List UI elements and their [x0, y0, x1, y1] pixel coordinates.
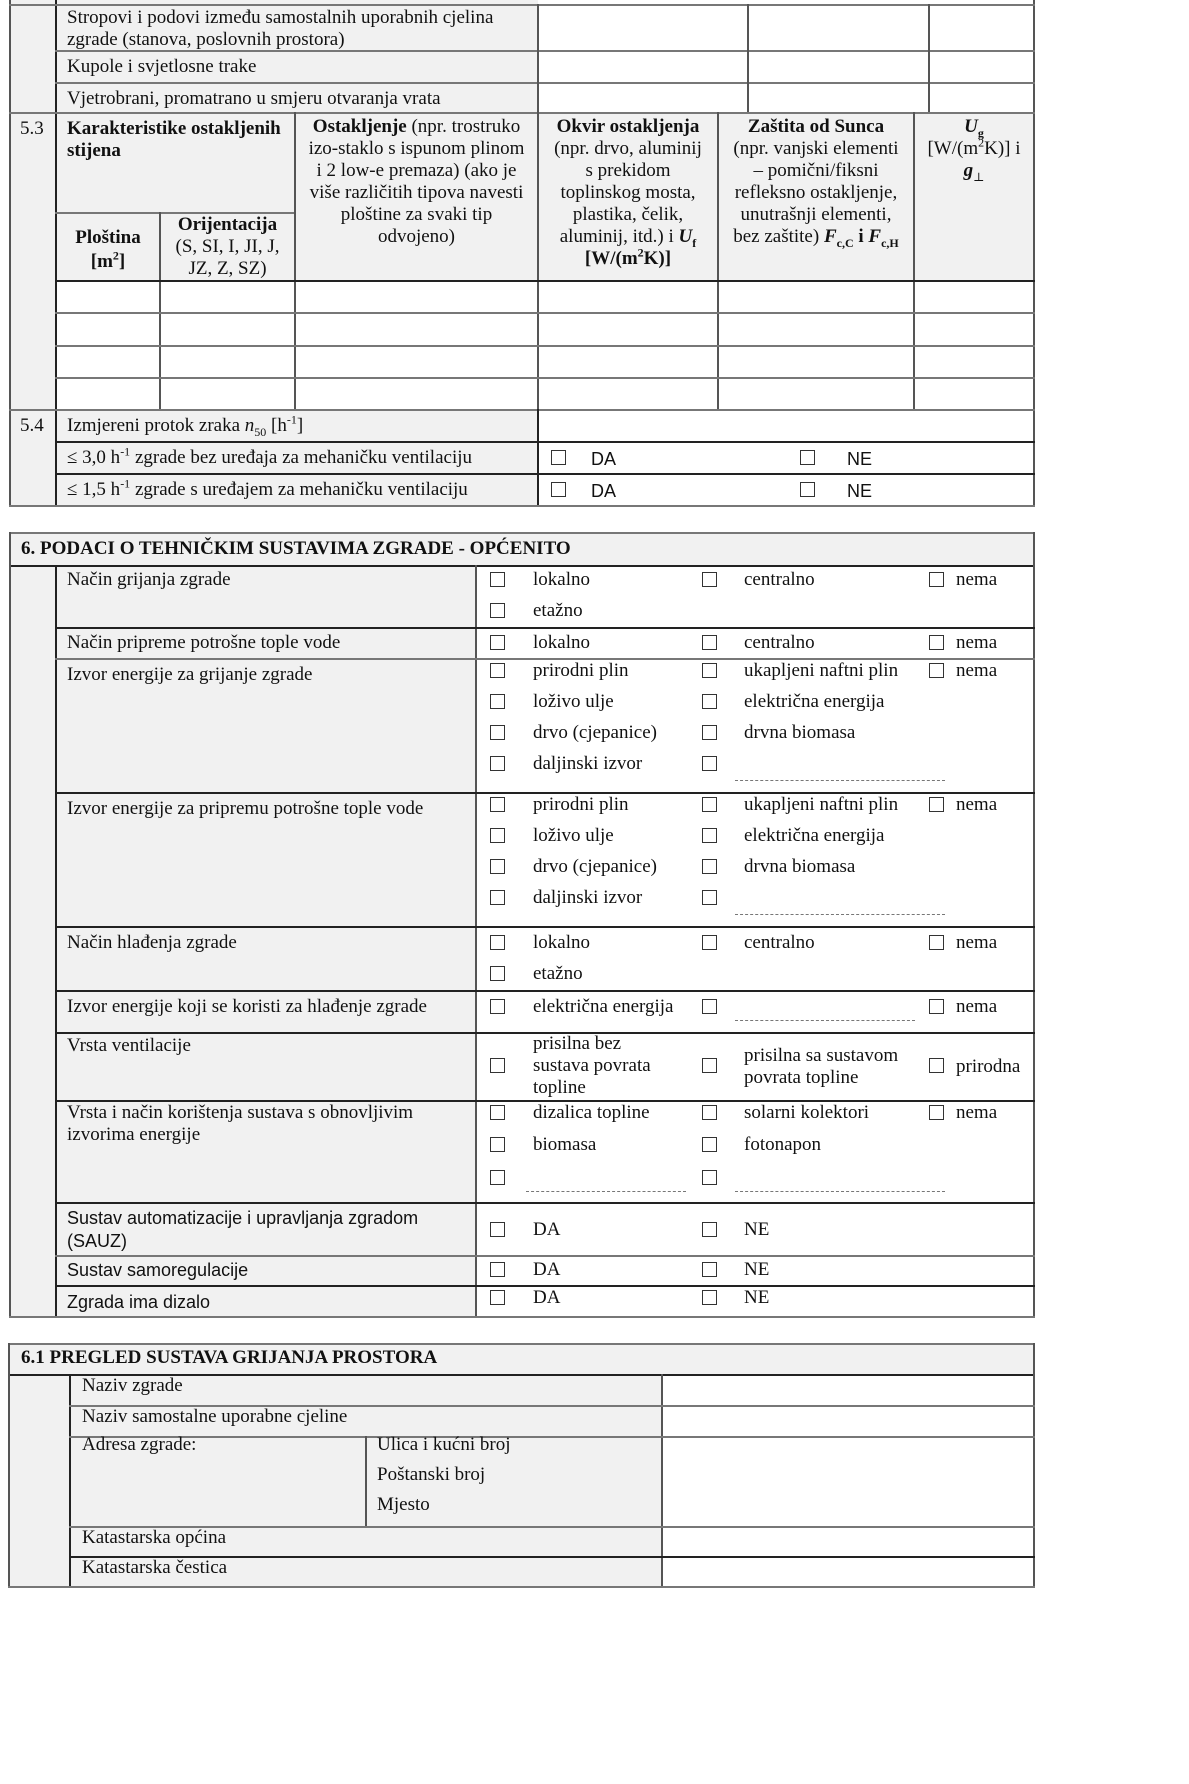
izvor-grijanje-unp-label: ukapljeni naftni plin	[744, 660, 899, 681]
dizalo-da-label: DA	[533, 1287, 561, 1308]
izvor-ptv-elektricna-label: električna energija	[744, 825, 885, 846]
ventilacija-bez-povrata-l1: prisilna bez	[533, 1033, 622, 1054]
row-nacin-hladenja-label: Način hlađenja zgrade	[67, 932, 237, 953]
adresa-input[interactable]	[663, 1438, 1032, 1525]
col-ug-sub: g	[977, 125, 984, 140]
col-orijentacija	[161, 214, 294, 280]
s54-row-2-prefix: ≤ 1,5 h	[67, 479, 121, 500]
izvor-ptv-prirodni-plin-checkbox[interactable]	[490, 797, 505, 812]
nacin-ptv-nema-label: nema	[956, 632, 998, 653]
nacin-grijanja-etazno-label: etažno	[533, 600, 583, 621]
stropovi-value-2[interactable]	[749, 6, 927, 50]
izvor-grijanje-biomasa-checkbox[interactable]	[702, 725, 717, 740]
section-6-title: 6. PODACI O TEHNIČKIM SUSTAVIMA ZGRADE - OPĆENITO	[21, 538, 571, 559]
stropovi-value-1[interactable]	[539, 6, 746, 50]
izvor-ptv-lozivo-ulje-label: loživo ulje	[533, 825, 614, 846]
s54-row-1-da-label: DA	[591, 449, 617, 469]
row-sauz-label-line1: Sustav automatizacije i upravljanja zgradom	[67, 1208, 419, 1228]
row-stropovi-line1: Stropovi i podovi između samostalnih uporabnih cjelina	[67, 7, 494, 28]
row-dizalo-label: Zgrada ima dizalo	[67, 1292, 211, 1312]
izvor-ptv-unp-label: ukapljeni naftni plin	[744, 794, 899, 815]
ventilacija-sa-povratom-l2: povrata topline	[744, 1067, 859, 1088]
s54-row-1-da-checkbox[interactable]	[551, 450, 566, 465]
naziv-cjeline-input[interactable]	[663, 1407, 1032, 1434]
s54-row-2-sup: -1	[120, 476, 131, 491]
col-orijentacija-l3: JZ, Z, SZ)	[188, 258, 267, 279]
s54-row-1-sup: -1	[120, 444, 131, 459]
row-vjetrobrani: Vjetrobrani, promatrano u smjeru otvaranja vrata	[67, 88, 441, 109]
izvor-grijanje-nema-checkbox[interactable]	[929, 663, 944, 678]
izvor-hladenje-nema-checkbox[interactable]	[929, 999, 944, 1014]
izvor-ptv-ostalo-checkbox[interactable]	[702, 890, 717, 905]
row-nacin-ptv-label: Način pripreme potrošne tople vode	[67, 632, 341, 653]
oie-ostalo-2-input[interactable]	[735, 1191, 945, 1192]
col-okvir-l3: s prekidom	[585, 160, 671, 181]
naziv-zgrade-label: Naziv zgrade	[82, 1375, 183, 1396]
izvor-ptv-daljinski-checkbox[interactable]	[490, 890, 505, 905]
col-plostina	[57, 226, 159, 274]
nacin-grijanja-lokalno-label: lokalno	[533, 569, 590, 590]
s54-label	[67, 414, 303, 438]
ventilacija-sa-povratom-checkbox[interactable]	[702, 1058, 717, 1073]
col-orijentacija-title: Orijentacija	[177, 214, 278, 235]
s54-label-c: ]	[296, 415, 304, 436]
col-ug-u: U	[964, 116, 978, 137]
izvor-hladenje-ostalo-checkbox[interactable]	[702, 999, 717, 1014]
oie-ostalo-1-input[interactable]	[526, 1191, 686, 1192]
col-zastita-f1-sub: c,C	[836, 235, 854, 250]
s54-row-2-ne-label: NE	[847, 481, 873, 501]
s54-row-1-suffix: zgrade bez uređaja za mehaničku ventilaciju	[130, 447, 473, 468]
s54-label-sub: 50	[254, 424, 267, 439]
col-zastita-l3: – pomični/fiksni	[753, 160, 879, 181]
oie-fotonapon-label: fotonapon	[744, 1134, 822, 1155]
col-ug-unit-sup: 2	[978, 135, 985, 150]
oie-fotonapon-checkbox[interactable]	[702, 1137, 717, 1152]
samoregulacija-da-label: DA	[533, 1259, 561, 1280]
ventilacija-bez-povrata-label	[533, 1033, 651, 1099]
s54-row-2-ne-checkbox[interactable]	[800, 482, 815, 497]
nacin-grijanja-lokalno-checkbox[interactable]	[490, 572, 505, 587]
ventilacija-bez-povrata-l2: sustava povrata	[533, 1055, 651, 1076]
izvor-grijanje-ostalo-checkbox[interactable]	[702, 756, 717, 771]
oie-biomasa-label: biomasa	[533, 1134, 597, 1155]
ventilacija-prirodna-checkbox[interactable]	[929, 1058, 944, 1073]
col-ug-perp: ⊥	[973, 169, 985, 184]
col-zastita-f2-sub: c,H	[881, 235, 899, 250]
col-ostakljenje	[296, 116, 537, 248]
s54-row-1-ne-label: NE	[847, 449, 873, 469]
section-6-left-column	[10, 566, 55, 1316]
dizalo-ne-label: NE	[744, 1287, 770, 1308]
samoregulacija-ne-label: NE	[744, 1259, 770, 1280]
col-okvir-unit-a: [W/(m	[584, 248, 638, 269]
col-zastita-i: i	[853, 226, 869, 247]
nacin-hladenja-centralno-label: centralno	[744, 932, 815, 953]
row-izvor-ptv-label: Izvor energije za pripremu potrošne tople vode	[67, 798, 424, 819]
row-oie-label-line1: Vrsta i način korištenja sustava s obnovljivim	[67, 1102, 414, 1123]
row-stropovi-line2: zgrade (stanova, poslovnih prostora)	[67, 29, 345, 50]
nacin-hladenja-centralno-checkbox[interactable]	[702, 935, 717, 950]
s54-row-2-suffix: zgrade s uređajem za mehaničku ventilaciju	[130, 479, 468, 500]
col-okvir-unit-sup: 2	[637, 245, 644, 260]
dizalo-ne-checkbox[interactable]	[702, 1290, 717, 1305]
sauz-ne-label: NE	[744, 1219, 770, 1240]
s54-row-2-da-checkbox[interactable]	[551, 482, 566, 497]
col-ostakljenje-l5: ploštine za svaki tip	[340, 204, 493, 225]
izvor-hladenje-elektricna-checkbox[interactable]	[490, 999, 505, 1014]
izvor-grijanje-drvo-label: drvo (cjepanice)	[533, 722, 657, 743]
s54-label-sup: -1	[286, 412, 297, 427]
s54-number: 5.4	[20, 415, 44, 436]
izvor-ptv-nema-label: nema	[956, 794, 998, 815]
col-okvir-l4: toplinskog mosta,	[560, 182, 696, 203]
s53-title-line2: stijena	[67, 140, 121, 161]
col-ug-g: g	[963, 160, 974, 181]
nacin-ptv-centralno-label: centralno	[744, 632, 815, 653]
col-zastita-l2: (npr. vanjski elementi	[733, 138, 899, 159]
katastarska-cestica-label: Katastarska čestica	[82, 1557, 228, 1578]
nacin-hladenja-etazno-label: etažno	[533, 963, 583, 984]
col-okvir	[539, 116, 717, 270]
s54-row-1-label	[67, 446, 472, 470]
col-ug-unit-b: K)] i	[984, 138, 1021, 159]
oie-ostalo-2-checkbox[interactable]	[702, 1170, 717, 1185]
izvor-grijanje-daljinski-label: daljinski izvor	[533, 753, 643, 774]
nacin-hladenja-etazno-checkbox[interactable]	[490, 966, 505, 981]
adresa-zgrade-label: Adresa zgrade:	[82, 1434, 197, 1455]
nacin-hladenja-nema-checkbox[interactable]	[929, 935, 944, 950]
naziv-zgrade-input[interactable]	[663, 1376, 1032, 1403]
s54-value-input[interactable]	[539, 411, 1032, 440]
izvor-ptv-biomasa-label: drvna biomasa	[744, 856, 856, 877]
izvor-grijanje-elektricna-label: električna energija	[744, 691, 885, 712]
row-izvor-hladenje-label: Izvor energije koji se koristi za hlađenje zgrade	[67, 996, 427, 1017]
izvor-grijanje-nema-label: nema	[956, 660, 998, 681]
ventilacija-bez-povrata-checkbox[interactable]	[490, 1058, 505, 1073]
oie-solarni-label: solarni kolektori	[744, 1102, 870, 1123]
oie-dizalica-checkbox[interactable]	[490, 1105, 505, 1120]
row-nacin-grijanja-label: Način grijanja zgrade	[67, 569, 231, 590]
col-okvir-uf: U	[678, 226, 693, 247]
izvor-grijanje-prirodni-plin-label: prirodni plin	[533, 660, 629, 681]
nacin-hladenja-lokalno-checkbox[interactable]	[490, 935, 505, 950]
sauz-da-label: DA	[533, 1219, 561, 1240]
s54-label-n: n	[244, 415, 255, 436]
col-zastita-l4: refleksno ostakljenje,	[734, 182, 898, 203]
izvor-grijanje-lozivo-ulje-label: loživo ulje	[533, 691, 614, 712]
section-6-1-title: 6.1 PREGLED SUSTAVA GRIJANJA PROSTORA	[21, 1347, 438, 1368]
nacin-grijanja-nema-checkbox[interactable]	[929, 572, 944, 587]
col-zastita-l6: bez zaštite)	[733, 226, 824, 247]
col-orijentacija-l2: (S, SI, I, JI, J,	[175, 236, 280, 257]
oie-biomasa-checkbox[interactable]	[490, 1137, 505, 1152]
s54-label-a: Izmjereni protok zraka	[67, 415, 245, 436]
izvor-ptv-lozivo-ulje-checkbox[interactable]	[490, 828, 505, 843]
izvor-grijanje-biomasa-label: drvna biomasa	[744, 722, 856, 743]
row-izvor-grijanje-label: Izvor energije za grijanje zgrade	[67, 664, 313, 685]
izvor-grijanje-drvo-checkbox[interactable]	[490, 725, 505, 740]
ventilacija-sa-povratom-l1: prisilna sa sustavom	[744, 1045, 899, 1066]
nacin-ptv-lokalno-label: lokalno	[533, 632, 590, 653]
izvor-grijanje-lozivo-ulje-checkbox[interactable]	[490, 694, 505, 709]
katastarska-opcina-input[interactable]	[663, 1528, 1032, 1555]
s53-title-line1: Karakteristike ostakljenih	[67, 118, 281, 139]
nacin-ptv-nema-checkbox[interactable]	[929, 635, 944, 650]
col-okvir-l2: (npr. drvo, aluminij	[554, 138, 702, 159]
izvor-ptv-drvo-label: drvo (cjepanice)	[533, 856, 657, 877]
col-ostakljenje-l4: više različitih tipova navesti	[309, 182, 524, 203]
col-okvir-uf-sub: f	[692, 235, 697, 250]
izvor-ptv-nema-checkbox[interactable]	[929, 797, 944, 812]
row-samoregulacija-label: Sustav samoregulacije	[67, 1260, 249, 1280]
samoregulacija-ne-checkbox[interactable]	[702, 1262, 717, 1277]
col-ostakljenje-l3: i 2 low-e premaza) (ako je	[316, 160, 517, 181]
col-okvir-title: Okvir ostakljenja	[556, 116, 700, 137]
glazing-row-3-plostina[interactable]	[57, 347, 158, 377]
adresa-ulica-label: Ulica i kućni broj	[377, 1434, 511, 1455]
nacin-ptv-centralno-checkbox[interactable]	[702, 635, 717, 650]
glazing-row-4-plostina[interactable]	[57, 379, 158, 409]
col-zastita-title: Zaštita od Sunca	[747, 116, 885, 137]
nacin-grijanja-centralno-checkbox[interactable]	[702, 572, 717, 587]
izvor-grijanje-unp-checkbox[interactable]	[702, 663, 717, 678]
col-ug	[915, 116, 1033, 182]
ventilacija-bez-povrata-l3: topline	[533, 1077, 586, 1098]
col-plostina-sup: 2	[112, 248, 119, 263]
col-okvir-unit-b: K)]	[643, 248, 672, 269]
izvor-grijanje-prirodni-plin-checkbox[interactable]	[490, 663, 505, 678]
adresa-mjesto-label: Mjesto	[377, 1494, 430, 1515]
col-zastita	[719, 116, 913, 248]
izvor-ptv-prirodni-plin-label: prirodni plin	[533, 794, 629, 815]
katastarska-opcina-label: Katastarska općina	[82, 1527, 227, 1548]
samoregulacija-da-checkbox[interactable]	[490, 1262, 505, 1277]
glazing-row-2-plostina[interactable]	[57, 314, 158, 344]
row-oie-label-line2: izvorima energije	[67, 1124, 201, 1145]
stropovi-value-3[interactable]	[930, 6, 1032, 50]
col-zastita-f2: F	[868, 226, 882, 247]
izvor-ptv-elektricna-checkbox[interactable]	[702, 828, 717, 843]
glazing-row-1-plostina[interactable]	[57, 282, 158, 312]
col-ostakljenje-l2: izo-staklo s ispunom plinom	[308, 138, 525, 159]
izvor-grijanje-ostalo-input[interactable]	[735, 780, 945, 781]
col-zastita-l5: unutrašnji elementi,	[740, 204, 892, 225]
s54-row-2-label	[67, 478, 468, 502]
col-plostina-unit: [m	[90, 251, 113, 272]
col-okvir-l5: plastika, čelik,	[572, 204, 684, 225]
col-ug-unit-a: [W/(m	[927, 138, 979, 159]
adresa-postanski-broj-label: Poštanski broj	[377, 1464, 486, 1485]
section-6-1-left-column	[9, 1374, 69, 1586]
izvor-ptv-drvo-checkbox[interactable]	[490, 859, 505, 874]
izvor-ptv-biomasa-checkbox[interactable]	[702, 859, 717, 874]
ventilacija-sa-povratom-label	[744, 1045, 898, 1089]
izvor-grijanje-elektricna-checkbox[interactable]	[702, 694, 717, 709]
s54-row-1-prefix: ≤ 3,0 h	[67, 447, 121, 468]
nacin-grijanja-nema-label: nema	[956, 569, 998, 590]
oie-solarni-checkbox[interactable]	[702, 1105, 717, 1120]
izvor-hladenje-nema-label: nema	[956, 996, 998, 1017]
sauz-da-checkbox[interactable]	[490, 1222, 505, 1237]
col-okvir-l6: aluminij, itd.) i	[559, 226, 679, 247]
col-plostina-title: Ploština	[75, 227, 141, 248]
nacin-grijanja-centralno-label: centralno	[744, 569, 815, 590]
izvor-ptv-ostalo-input[interactable]	[735, 914, 945, 915]
col-ostakljenje-l6: odvojeno)	[377, 226, 456, 247]
s53-number: 5.3	[20, 118, 44, 139]
s54-label-b: [h	[266, 415, 287, 436]
nacin-hladenja-lokalno-label: lokalno	[533, 932, 590, 953]
oie-nema-label: nema	[956, 1102, 998, 1123]
row-vrsta-ventilacije-label: Vrsta ventilacije	[67, 1035, 191, 1056]
katastarska-cestica-input[interactable]	[663, 1558, 1032, 1585]
nacin-grijanja-etazno-checkbox[interactable]	[490, 603, 505, 618]
col-ostakljenje-title: Ostakljenje	[312, 116, 407, 137]
izvor-hladenje-ostalo-input[interactable]	[735, 1020, 915, 1021]
sauz-ne-checkbox[interactable]	[702, 1222, 717, 1237]
s54-row-1-ne-checkbox[interactable]	[800, 450, 815, 465]
dizalo-da-checkbox[interactable]	[490, 1290, 505, 1305]
col-ostakljenje-l1: (npr. trostruko	[406, 116, 521, 137]
nacin-hladenja-nema-label: nema	[956, 932, 998, 953]
col-plostina-end: ]	[118, 251, 126, 272]
col-zastita-f1: F	[823, 226, 837, 247]
izvor-ptv-unp-checkbox[interactable]	[702, 797, 717, 812]
izvor-hladenje-elektricna-label: električna energija	[533, 996, 674, 1017]
naziv-cjeline-label: Naziv samostalne uporabne cjeline	[82, 1406, 348, 1427]
oie-ostalo-1-checkbox[interactable]	[490, 1170, 505, 1185]
izvor-grijanje-daljinski-checkbox[interactable]	[490, 756, 505, 771]
nacin-ptv-lokalno-checkbox[interactable]	[490, 635, 505, 650]
izvor-ptv-daljinski-label: daljinski izvor	[533, 887, 643, 908]
row-sauz-label-line2: (SAUZ)	[67, 1231, 127, 1251]
oie-nema-checkbox[interactable]	[929, 1105, 944, 1120]
row-kupole: Kupole i svjetlosne trake	[67, 56, 257, 77]
oie-dizalica-label: dizalica topline	[533, 1102, 650, 1123]
ventilacija-prirodna-label: prirodna	[956, 1056, 1021, 1077]
s54-row-2-da-label: DA	[591, 481, 617, 501]
